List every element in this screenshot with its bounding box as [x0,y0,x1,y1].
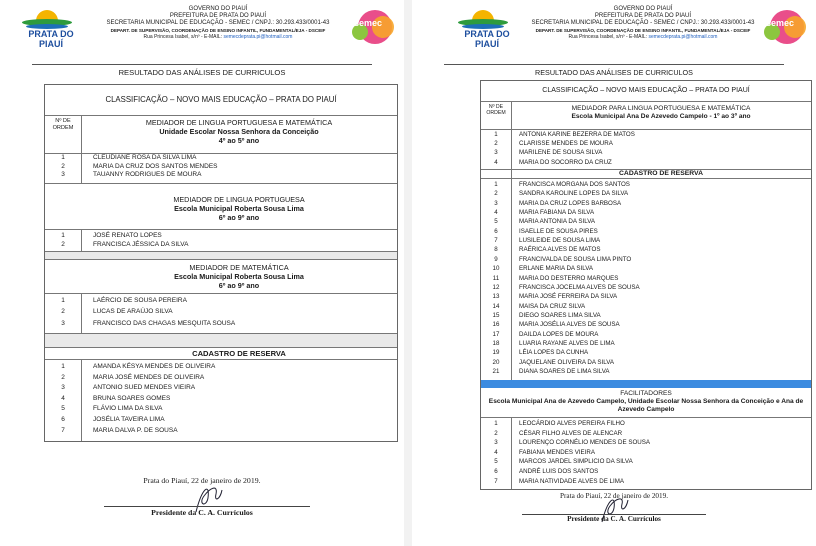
order-number: 15 [492,311,500,319]
person-name: SANDRA KAROLINE LOPES DA SILVA [519,190,629,198]
order-number: 1 [494,131,498,138]
order-number: 2 [494,429,498,437]
order-number: 5 [494,458,498,466]
order-number: 5 [61,405,65,413]
person-name: MARIA DA CRUZ DOS SANTOS MENDES [93,162,218,170]
order-number: 3 [494,439,498,447]
person-name: MARCOS JARDEL SIMPLICIO DA SILVA [519,458,633,466]
order-number: 1 [61,154,65,161]
date-line: Prata do Piauí, 22 de janeiro de 2019. [560,492,668,500]
document-page-right [412,0,816,546]
order-number: 19 [492,349,500,357]
person-name: DAILDA LOPES DE MOURA [519,330,599,338]
person-name: LAÉRCIO DE SOUSA PEREIRA [93,297,187,304]
order-number: 2 [61,162,65,170]
letterhead-text: GOVERNO DO PIAUÍ PREFEITURA DE PRATA DO PIAUÍ SECRETARIA MUNICIPAL DE EDUCAÇÃO - SEMEC / CNPJ.: 30.293.433/0001-43 DEPART. DE SUPERVISÃO, COORDENAÇÃO DE ENSINO INFANTIL, FUNDAMENTAL/EJA - DSCEIF Rua Princesa Isabel, s/nº - E-MAIL: semecdeprata.pi@hotmail.com [531,6,755,40]
person-name: MARIA DO DESTERRO MARQUES [519,274,619,282]
order-number: 11 [492,274,500,282]
section-heading: MEDIADOR DE MATEMÁTICA Escola Municipal Roberta Sousa Lima 6º ao 9º ano [174,263,304,290]
person-name: DIEGO SOARES LIMA SILVA [519,311,601,319]
person-name: LUARIA RAYANE ALVES DE LIMA [519,339,615,347]
page-title: RESULTADO DAS ANÁLISES DE CURRICULOS [535,68,693,77]
person-name: MARIA ANTONIA DA SILVA [519,218,595,226]
order-number: 1 [61,297,65,304]
person-name: CÉSAR FILHO ALVES DE ALENCAR [519,429,623,437]
page-title: RESULTADO DAS ANÁLISES DE CURRICULOS [118,68,286,77]
person-name: MARIA NATIVIDADE ALVES DE LIMA [519,477,624,485]
person-name: BRUNA SOARES GOMES [93,394,171,402]
person-name: LOURENÇO CORNÉLIO MENDES DE SOUSA [519,439,650,447]
order-number: 4 [494,448,498,456]
order-number: 4 [494,209,498,217]
order-number: 7 [494,237,498,245]
section-heading: MEDIADOR DE LINGUA PORTUGUESA Escola Municipal Roberta Sousa Lima 6º ao 9º ano [173,195,305,222]
person-name: FRANCISCA MORGANA DOS SANTOS [519,181,630,188]
order-number: 2 [61,373,65,381]
order-number: 2 [494,140,498,148]
person-name: JOSÉLIA TAVEIRA LIMA [93,416,165,423]
order-number: 2 [61,308,65,316]
prata-logo-icon: PRATA DO PIAUÍ [16,10,78,46]
semec-logo-icon: semec [762,6,806,46]
reserve-heading: CADASTRO DE RESERVA [192,349,286,358]
reserve-heading: CADASTRO DE RESERVA [619,170,703,177]
person-name: JAQUELANE OLIVEIRA DA SILVA [519,358,615,366]
person-name: MARIA DALVA P. DE SOUSA [93,426,178,434]
person-name: MARIA FABIANA DA SILVA [519,209,595,217]
order-number: 9 [494,255,498,263]
section-heading: MEDIADOR PARA LINGUA PORTUGUESA E MATEMÁTICA Escola Municipal Ana De Azevedo Campelo - 1º ao 3º ano [571,105,751,120]
person-name: MARIA DA CRUZ LOPES BARBOSA [519,199,622,207]
person-name: LEOCÁRDIO ALVES PEREIRA FILHO [519,420,625,427]
order-number: 13 [492,293,500,301]
person-name: FRANCISCA JOCELMA ALVES DE SOUSA [519,283,640,291]
person-name: TAUANNY RODRIGUES DE MOURA [93,171,202,179]
person-name: ERLANE MARIA DA SILVA [519,265,594,273]
person-name: CLEUDIANE ROSA DA SILVA LIMA [93,154,197,161]
person-name: AMANDA KÉSYA MENDES DE OLIVEIRA [93,363,216,370]
order-header: Nº DE ORDEM [486,104,506,116]
classification-heading: CLASSIFICAÇÃO – NOVO MAIS EDUCAÇÃO – PRATA DO PIAUÍ [105,95,337,104]
person-name: FLÁVIO LIMA DA SILVA [93,405,163,413]
order-number: 10 [492,265,500,273]
order-number: 16 [492,321,500,329]
order-number: 17 [492,330,500,338]
letterhead [0,4,404,62]
person-name: LÉIA LOPES DA CUNHA [519,349,589,357]
results-table [480,80,812,490]
order-number: 2 [494,190,498,198]
order-number: 3 [494,149,498,157]
person-name: MARIA JOSÉ FERREIRA DA SILVA [519,293,618,301]
person-name: MARIA DO SOCORRO DA CRUZ [519,158,612,166]
person-name: FABIANA MENDES VIEIRA [519,448,595,456]
order-number: 6 [61,416,65,423]
person-name: FRANCISCO DAS CHAGAS MESQUITA SOUSA [93,319,236,327]
order-number: 3 [61,384,65,392]
order-number: 1 [61,363,65,370]
order-number: 8 [494,246,498,254]
order-number: 5 [494,218,498,226]
facilitators-heading: FACILITADORES Escola Municipal Ana de Azevedo Campelo, Unidade Escolar Nossa Senhora da Conceição e Ana de Azevedo Campelo [488,390,804,413]
person-name: ANTONIO SUED MENDES VIEIRA [93,384,196,392]
order-header: Nº DE ORDEM [52,118,74,131]
order-number: 18 [492,339,500,347]
results-table [44,84,398,442]
classification-heading: CLASSIFICAÇÃO – NOVO MAIS EDUCAÇÃO – PRATA DO PIAUÍ [542,87,750,94]
order-number: 12 [492,283,500,291]
order-number: 7 [61,426,65,434]
order-number: 3 [61,319,65,327]
person-name: FRANCISCA JÉSSICA DA SILVA [93,241,189,249]
person-name: MARILENE DE SOUSA SILVA [519,149,603,157]
document-page-left [0,0,404,546]
order-number: 2 [61,241,65,249]
letterhead [412,4,816,62]
person-name: MARIA JOSÉ MENDES DE OLIVEIRA [93,373,205,381]
person-name: ISAELLE DE SOUSA PIRES [519,227,598,235]
person-name: MAISA DA CRUZ SILVA [519,302,586,310]
person-name: FRANCIVALDA DE SOUSA LIMA PINTO [519,255,632,263]
person-name: JOSÉ RENATO LOPES [93,232,162,239]
order-number: 6 [494,468,498,475]
order-number: 21 [492,368,500,375]
person-name: LUCAS DE ARAÚJO SILVA [93,308,173,316]
date-line: Prata do Piauí, 22 de janeiro de 2019. [143,476,261,485]
order-number: 3 [494,199,498,207]
person-name: DIANA SOARES DE LIMA SILVA [519,368,610,375]
order-number: 6 [494,227,498,235]
prata-logo-icon: PRATA DO PIAUÍ [452,10,514,46]
section-heading: MEDIADOR DE LINGUA PORTUGUESA E MATEMÁTICA Unidade Escolar Nossa Senhora da Conceição 4º ao 5º ano [145,118,333,145]
order-number: 1 [494,181,498,188]
semec-logo-icon: semec [350,6,394,46]
order-number: 1 [494,420,498,427]
signature-label: Presidente da C. A. Currículos [567,515,661,523]
person-name: LUSILEIDE DE SOUSA LIMA [519,237,601,245]
person-name: ANDRÉ LUIS DOS SANTOS [519,468,599,475]
order-number: 3 [61,171,65,179]
order-number: 14 [492,302,500,310]
order-number: 1 [61,232,65,239]
person-name: RAÉRICA ALVES DE MATOS [519,246,601,254]
order-number: 7 [494,477,498,485]
person-name: MARIA JOSÉLIA ALVES DE SOUSA [519,321,620,329]
order-number: 20 [492,358,500,366]
letterhead-text: GOVERNO DO PIAUÍ PREFEITURA DE PRATA DO PIAUÍ SECRETARIA MUNICIPAL DE EDUCAÇÃO - SEMEC / CNPJ.: 30.293.433/0001-43 DEPART. DE SUPERVISÃO, COORDENAÇÃO DE ENSINO INFANTIL, FUNDAMENTAL/EJA - DSCEIF Rua Princesa Isabel, s/nº - E-MAIL: semecdeprata.pi@hotmail.com [106,6,330,40]
person-name: CLARISSE MENDES DE MOURA [519,140,613,148]
order-number: 4 [61,394,65,402]
signature-label: Presidente da C. A. Currículos [151,508,253,517]
blue-divider [481,380,811,388]
order-number: 4 [494,158,498,166]
person-name: ANTONIA KARINE BEZERRA DE MATOS [519,131,635,138]
